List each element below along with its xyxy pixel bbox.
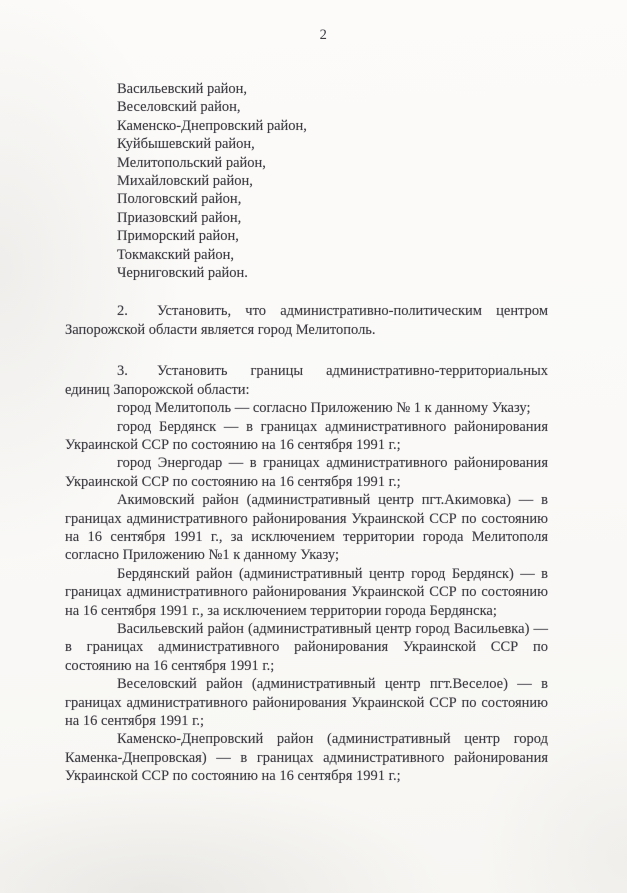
paragraph-3-intro-text: Установить границы административно-территориальных единиц Запорожской области: <box>65 363 548 398</box>
district-list <box>117 80 548 282</box>
paragraph-3-intro <box>65 362 548 399</box>
paragraph-2-number: 2. <box>117 303 128 320</box>
district-item: Веселовский район, <box>117 99 241 116</box>
district-item: Токмакский район, <box>117 246 234 263</box>
district-item: Михайловский район, <box>117 173 253 190</box>
district-item: Пологовский район, <box>117 191 242 208</box>
district-item: Приморский район, <box>117 228 239 245</box>
district-item: Черниговский район. <box>117 265 248 282</box>
boundary-item-berdyansky-raion: Бердянский район (административный центр город Бердянск) — в границах административного районирования Украинской ССР по состоянию на 16 сентября 1991 г., за исключением территории города Бердянска; <box>65 565 548 619</box>
paragraph-2-text: Установить, что административно-политическим центром Запорожской области является город Мелитополь. <box>65 303 548 338</box>
district-item: Васильевский район, <box>117 81 248 97</box>
district-item: Приазовский район, <box>117 209 242 226</box>
paragraph-3-number: 3. <box>117 363 128 380</box>
boundary-item-kamensko-dneprovsky-raion: Каменско-Днепровский район (административный центр город Каменка-Днепровская) — в границах административного районирования Украинской ССР по состоянию на 16 сентября 1991 г.; <box>65 731 548 785</box>
boundary-item-city-berdyansk: город Бердянск — в границах административного районирования Украинской ССР по состоянию на 16 сентября 1991 г.; <box>65 418 548 453</box>
district-item: Мелитопольский район, <box>117 154 266 171</box>
district-item: Каменско-Днепровский район, <box>117 117 307 134</box>
paragraph-2 <box>65 302 548 339</box>
boundary-item-vasilyevsky-raion: Васильевский район (административный центр город Васильевка) — в границах административного районирования Украинской ССР по состоянию на 16 сентября 1991 г.; <box>65 620 548 674</box>
district-item: Куйбышевский район, <box>117 136 255 153</box>
document-content <box>65 80 548 786</box>
boundary-item-akimovsky-raion: Акимовский район (административный центр пгт.Акимовка) — в границах административного районирования Украинской ССР по состоянию на 16 сентября 1991 г., за исключением территории города Мелитополя согласно Приложению №1 к данному Указу; <box>65 492 548 564</box>
page-number: 2 <box>319 27 328 43</box>
boundary-item-city-energodar: город Энергодар — в границах административного районирования Украинской ССР по состоянию на 16 сентября 1991 г.; <box>65 455 548 490</box>
boundary-item-city-melitopol: город Мелитополь — согласно Приложению № 1 к данному Указу; <box>117 400 531 417</box>
boundary-item-veselovsky-raion: Веселовский район (административный центр пгт.Веселое) — в границах административного районирования Украинской ССР по состоянию на 16 сентября 1991 г.; <box>65 676 548 729</box>
